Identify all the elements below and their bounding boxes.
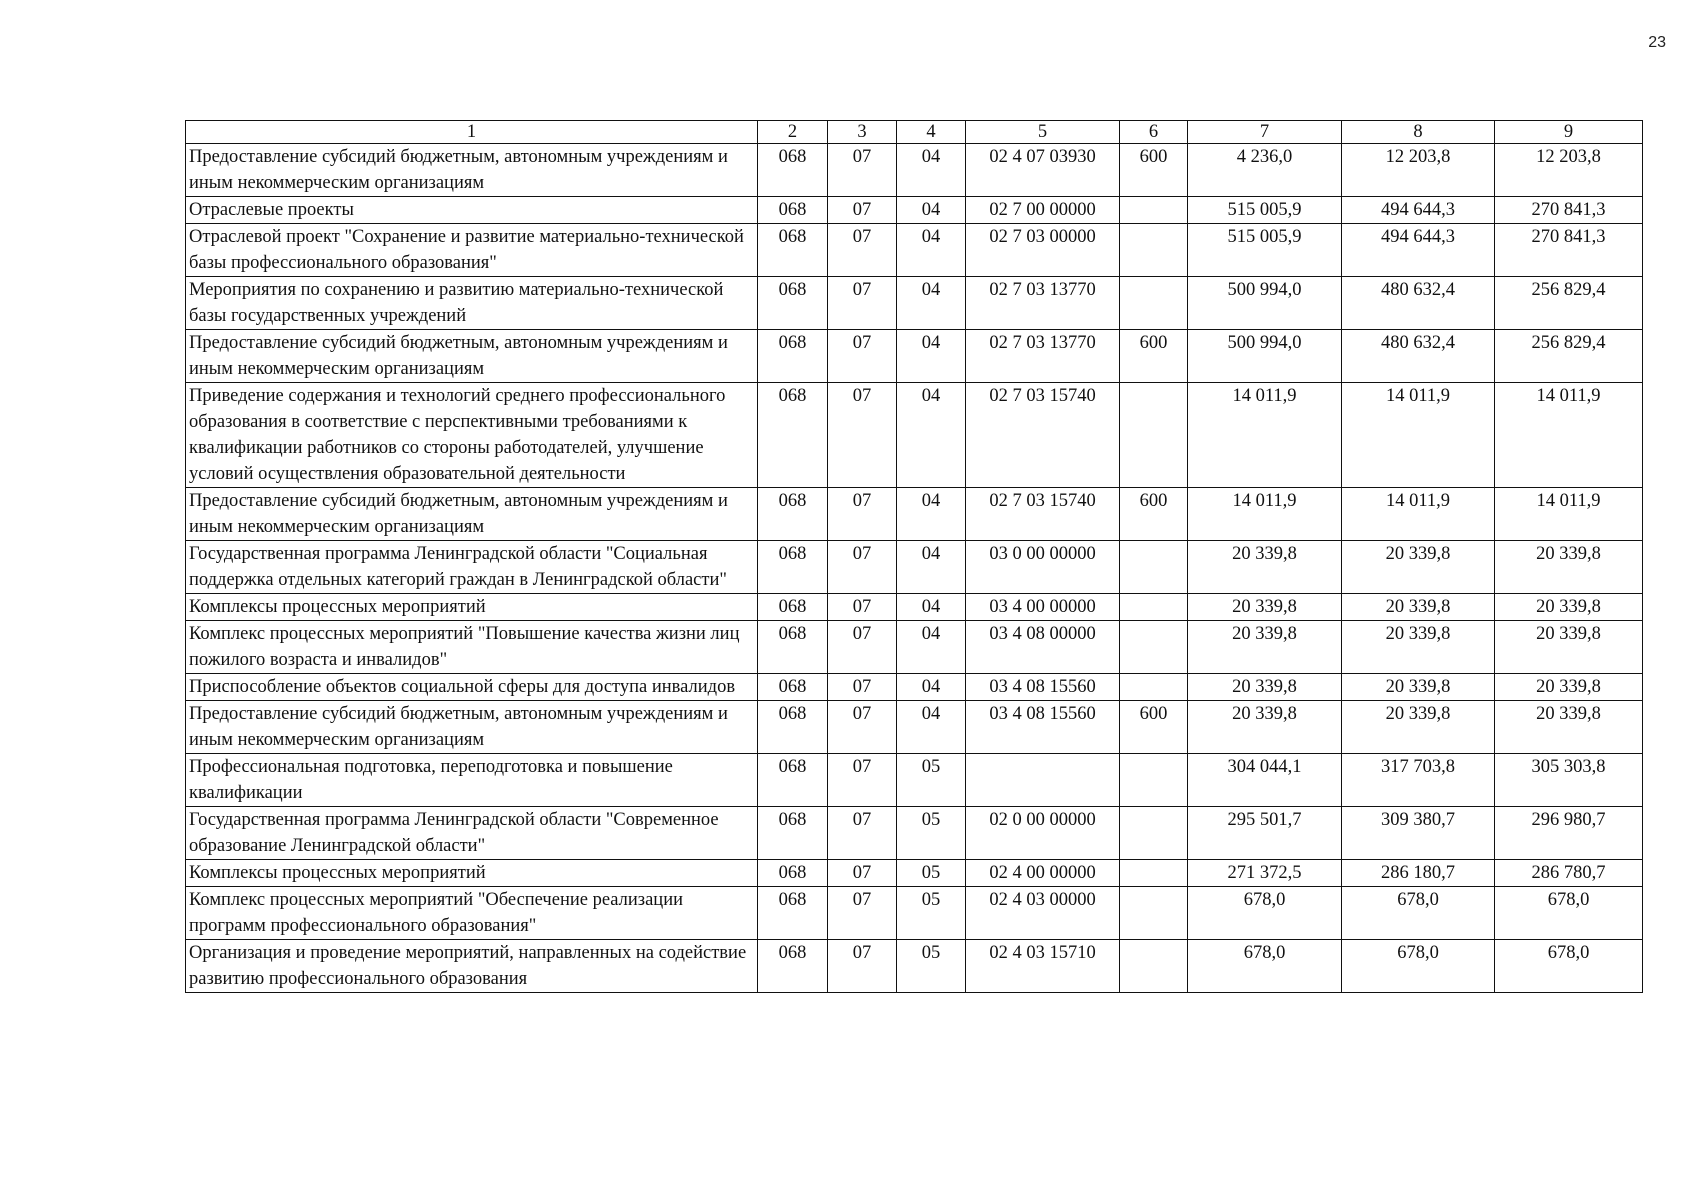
row-name-cell: Отраслевые проекты (186, 197, 758, 224)
amount-cell: 678,0 (1188, 940, 1342, 993)
amount-cell: 20 339,8 (1188, 594, 1342, 621)
subsection-cell: 04 (897, 701, 966, 754)
amount-cell: 20 339,8 (1342, 594, 1495, 621)
admin-code-cell: 068 (758, 674, 828, 701)
amount-cell: 515 005,9 (1188, 197, 1342, 224)
expense-type-cell: 600 (1120, 144, 1188, 197)
amount-cell: 14 011,9 (1188, 488, 1342, 541)
table-row (186, 754, 1643, 807)
amount-cell: 14 011,9 (1342, 383, 1495, 488)
target-article-cell: 02 7 00 00000 (966, 197, 1120, 224)
target-article-cell: 02 0 00 00000 (966, 807, 1120, 860)
amount-cell: 256 829,4 (1495, 277, 1643, 330)
subsection-cell: 05 (897, 754, 966, 807)
amount-cell: 270 841,3 (1495, 224, 1643, 277)
page-number: 23 (1648, 34, 1666, 51)
admin-code-cell: 068 (758, 383, 828, 488)
section-cell: 07 (828, 197, 897, 224)
table-row (186, 807, 1643, 860)
amount-cell: 678,0 (1342, 887, 1495, 940)
budget-table (185, 120, 1643, 993)
amount-cell: 20 339,8 (1495, 701, 1643, 754)
table-row (186, 197, 1643, 224)
amount-cell: 286 180,7 (1342, 860, 1495, 887)
admin-code-cell: 068 (758, 488, 828, 541)
table-row (186, 144, 1643, 197)
subsection-cell: 04 (897, 594, 966, 621)
subsection-cell: 04 (897, 277, 966, 330)
expense-type-cell (1120, 383, 1188, 488)
admin-code-cell: 068 (758, 621, 828, 674)
amount-cell: 678,0 (1495, 887, 1643, 940)
table-row (186, 621, 1643, 674)
expense-type-cell (1120, 887, 1188, 940)
row-name-cell: Организация и проведение мероприятий, направленных на содействие развитию профессионального образования (186, 940, 758, 993)
table-row (186, 674, 1643, 701)
target-article-cell: 02 4 03 00000 (966, 887, 1120, 940)
amount-cell: 256 829,4 (1495, 330, 1643, 383)
header-cell: 7 (1188, 121, 1342, 144)
amount-cell: 296 980,7 (1495, 807, 1643, 860)
target-article-cell: 02 7 03 15740 (966, 488, 1120, 541)
header-row (186, 121, 1643, 144)
admin-code-cell: 068 (758, 860, 828, 887)
target-article-cell: 02 7 03 13770 (966, 330, 1120, 383)
admin-code-cell: 068 (758, 197, 828, 224)
table-row (186, 383, 1643, 488)
section-cell: 07 (828, 330, 897, 383)
table-body (186, 144, 1643, 993)
subsection-cell: 04 (897, 674, 966, 701)
target-article-cell: 02 7 03 13770 (966, 277, 1120, 330)
target-article-cell: 02 7 03 15740 (966, 383, 1120, 488)
expense-type-cell (1120, 224, 1188, 277)
table-row (186, 594, 1643, 621)
amount-cell: 20 339,8 (1188, 621, 1342, 674)
subsection-cell: 04 (897, 383, 966, 488)
table-row (186, 887, 1643, 940)
header-cell: 6 (1120, 121, 1188, 144)
header-cell: 1 (186, 121, 758, 144)
subsection-cell: 05 (897, 860, 966, 887)
header-cell: 2 (758, 121, 828, 144)
expense-type-cell: 600 (1120, 330, 1188, 383)
row-name-cell: Государственная программа Ленинградской области "Современное образование Ленинградской области" (186, 807, 758, 860)
table-row (186, 940, 1643, 993)
header-cell: 3 (828, 121, 897, 144)
row-name-cell: Комплекс процессных мероприятий "Повышение качества жизни лиц пожилого возраста и инвалидов" (186, 621, 758, 674)
amount-cell: 20 339,8 (1495, 541, 1643, 594)
subsection-cell: 04 (897, 144, 966, 197)
row-name-cell: Государственная программа Ленинградской области "Социальная поддержка отдельных категорий граждан в Ленинградской области" (186, 541, 758, 594)
expense-type-cell (1120, 674, 1188, 701)
expense-type-cell: 600 (1120, 701, 1188, 754)
table-row (186, 488, 1643, 541)
admin-code-cell: 068 (758, 807, 828, 860)
amount-cell: 286 780,7 (1495, 860, 1643, 887)
amount-cell: 305 303,8 (1495, 754, 1643, 807)
target-article-cell: 03 4 08 00000 (966, 621, 1120, 674)
row-name-cell: Предоставление субсидий бюджетным, автономным учреждениям и иным некоммерческим организациям (186, 701, 758, 754)
amount-cell: 500 994,0 (1188, 330, 1342, 383)
amount-cell: 12 203,8 (1495, 144, 1643, 197)
admin-code-cell: 068 (758, 887, 828, 940)
amount-cell: 515 005,9 (1188, 224, 1342, 277)
section-cell: 07 (828, 807, 897, 860)
target-article-cell: 02 4 07 03930 (966, 144, 1120, 197)
section-cell: 07 (828, 541, 897, 594)
header-cell: 4 (897, 121, 966, 144)
amount-cell: 20 339,8 (1342, 541, 1495, 594)
expense-type-cell (1120, 860, 1188, 887)
expense-type-cell: 600 (1120, 488, 1188, 541)
row-name-cell: Предоставление субсидий бюджетным, автономным учреждениям и иным некоммерческим организациям (186, 330, 758, 383)
section-cell: 07 (828, 488, 897, 541)
amount-cell: 4 236,0 (1188, 144, 1342, 197)
amount-cell: 295 501,7 (1188, 807, 1342, 860)
section-cell: 07 (828, 594, 897, 621)
admin-code-cell: 068 (758, 594, 828, 621)
table-row (186, 541, 1643, 594)
amount-cell: 309 380,7 (1342, 807, 1495, 860)
amount-cell: 678,0 (1495, 940, 1643, 993)
subsection-cell: 05 (897, 807, 966, 860)
target-article-cell: 03 4 00 00000 (966, 594, 1120, 621)
table-row (186, 277, 1643, 330)
subsection-cell: 04 (897, 621, 966, 674)
section-cell: 07 (828, 621, 897, 674)
amount-cell: 20 339,8 (1188, 674, 1342, 701)
row-name-cell: Предоставление субсидий бюджетным, автономным учреждениям и иным некоммерческим организациям (186, 488, 758, 541)
expense-type-cell (1120, 197, 1188, 224)
section-cell: 07 (828, 383, 897, 488)
header-cell: 5 (966, 121, 1120, 144)
target-article-cell: 03 4 08 15560 (966, 701, 1120, 754)
section-cell: 07 (828, 887, 897, 940)
target-article-cell: 03 4 08 15560 (966, 674, 1120, 701)
amount-cell: 20 339,8 (1342, 621, 1495, 674)
expense-type-cell (1120, 541, 1188, 594)
expense-type-cell (1120, 940, 1188, 993)
section-cell: 07 (828, 701, 897, 754)
amount-cell: 500 994,0 (1188, 277, 1342, 330)
row-name-cell: Комплексы процессных мероприятий (186, 594, 758, 621)
table-row (186, 860, 1643, 887)
amount-cell: 480 632,4 (1342, 330, 1495, 383)
admin-code-cell: 068 (758, 330, 828, 383)
section-cell: 07 (828, 144, 897, 197)
row-name-cell: Комплексы процессных мероприятий (186, 860, 758, 887)
target-article-cell: 03 0 00 00000 (966, 541, 1120, 594)
amount-cell: 14 011,9 (1342, 488, 1495, 541)
amount-cell: 20 339,8 (1495, 674, 1643, 701)
expense-type-cell (1120, 277, 1188, 330)
admin-code-cell: 068 (758, 277, 828, 330)
admin-code-cell: 068 (758, 144, 828, 197)
expense-type-cell (1120, 594, 1188, 621)
row-name-cell: Приведение содержания и технологий среднего профессионального образования в соответствие с перспективными требованиями к квалификации работников со стороны работодателей, улучшение условий осуществления образовательной деятельности (186, 383, 758, 488)
amount-cell: 20 339,8 (1342, 674, 1495, 701)
section-cell: 07 (828, 754, 897, 807)
subsection-cell: 04 (897, 488, 966, 541)
row-name-cell: Профессиональная подготовка, переподготовка и повышение квалификации (186, 754, 758, 807)
admin-code-cell: 068 (758, 701, 828, 754)
subsection-cell: 04 (897, 541, 966, 594)
amount-cell: 494 644,3 (1342, 224, 1495, 277)
admin-code-cell: 068 (758, 940, 828, 993)
subsection-cell: 04 (897, 197, 966, 224)
amount-cell: 20 339,8 (1188, 541, 1342, 594)
amount-cell: 20 339,8 (1342, 701, 1495, 754)
amount-cell: 678,0 (1188, 887, 1342, 940)
section-cell: 07 (828, 674, 897, 701)
section-cell: 07 (828, 224, 897, 277)
expense-type-cell (1120, 621, 1188, 674)
amount-cell: 14 011,9 (1188, 383, 1342, 488)
amount-cell: 317 703,8 (1342, 754, 1495, 807)
row-name-cell: Комплекс процессных мероприятий "Обеспечение реализации программ профессионального образования" (186, 887, 758, 940)
section-cell: 07 (828, 940, 897, 993)
table-row (186, 224, 1643, 277)
subsection-cell: 04 (897, 330, 966, 383)
amount-cell: 14 011,9 (1495, 383, 1643, 488)
amount-cell: 20 339,8 (1495, 621, 1643, 674)
subsection-cell: 04 (897, 224, 966, 277)
amount-cell: 20 339,8 (1188, 701, 1342, 754)
row-name-cell: Предоставление субсидий бюджетным, автономным учреждениям и иным некоммерческим организациям (186, 144, 758, 197)
admin-code-cell: 068 (758, 754, 828, 807)
admin-code-cell: 068 (758, 224, 828, 277)
section-cell: 07 (828, 277, 897, 330)
row-name-cell: Приспособление объектов социальной сферы для доступа инвалидов (186, 674, 758, 701)
amount-cell: 271 372,5 (1188, 860, 1342, 887)
table-row (186, 701, 1643, 754)
amount-cell: 20 339,8 (1495, 594, 1643, 621)
header-cell: 8 (1342, 121, 1495, 144)
amount-cell: 494 644,3 (1342, 197, 1495, 224)
header-cell: 9 (1495, 121, 1643, 144)
row-name-cell: Мероприятия по сохранению и развитию материально-технической базы государственных учреждений (186, 277, 758, 330)
target-article-cell (966, 754, 1120, 807)
section-cell: 07 (828, 860, 897, 887)
amount-cell: 678,0 (1342, 940, 1495, 993)
expense-type-cell (1120, 754, 1188, 807)
admin-code-cell: 068 (758, 541, 828, 594)
amount-cell: 270 841,3 (1495, 197, 1643, 224)
target-article-cell: 02 7 03 00000 (966, 224, 1120, 277)
subsection-cell: 05 (897, 887, 966, 940)
amount-cell: 14 011,9 (1495, 488, 1643, 541)
expense-type-cell (1120, 807, 1188, 860)
amount-cell: 12 203,8 (1342, 144, 1495, 197)
table-row (186, 330, 1643, 383)
target-article-cell: 02 4 03 15710 (966, 940, 1120, 993)
amount-cell: 480 632,4 (1342, 277, 1495, 330)
subsection-cell: 05 (897, 940, 966, 993)
row-name-cell: Отраслевой проект "Сохранение и развитие материально-технической базы профессионального образования" (186, 224, 758, 277)
amount-cell: 304 044,1 (1188, 754, 1342, 807)
target-article-cell: 02 4 00 00000 (966, 860, 1120, 887)
